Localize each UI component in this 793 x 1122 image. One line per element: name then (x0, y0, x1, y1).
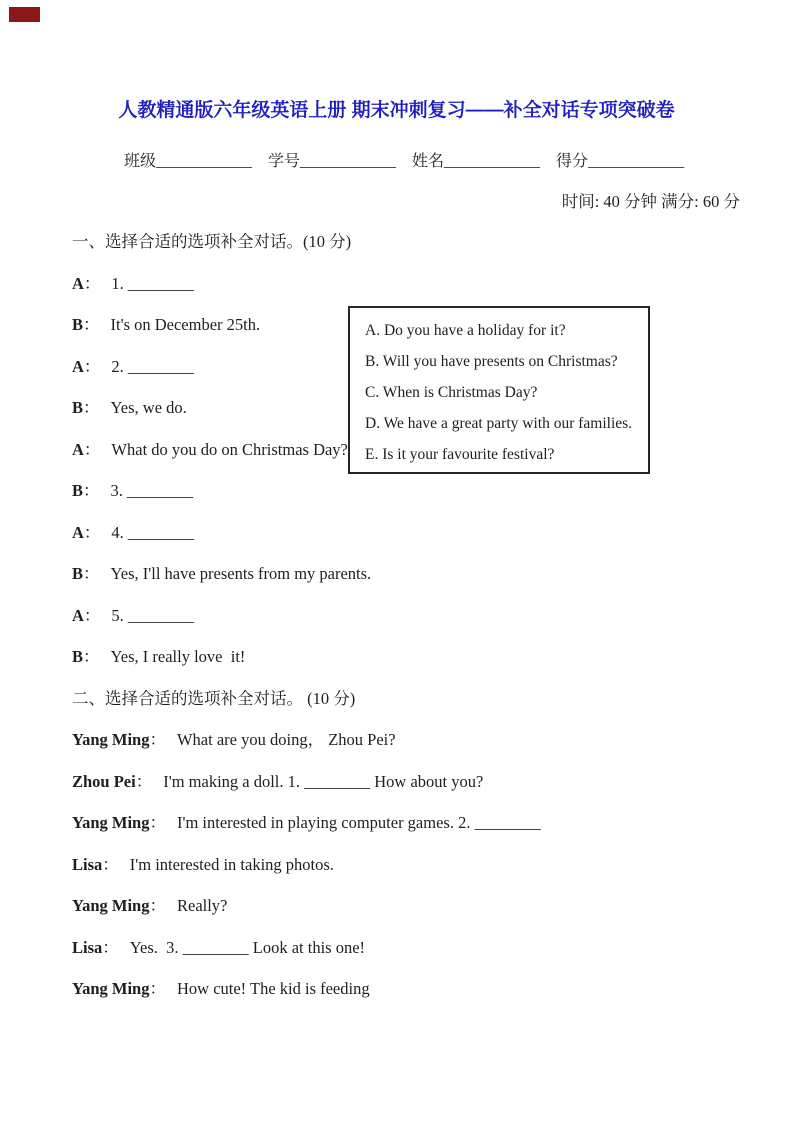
field-blank: ____________ (156, 153, 253, 170)
speaker-label: A (72, 356, 84, 376)
colon-separator: ： (83, 481, 100, 500)
field-class (124, 152, 252, 172)
exam-meta: 时间: 40 分钟 满分: 60 分 (561, 192, 740, 211)
dialog-text: 3. ________ (110, 481, 194, 500)
colon-separator: ： (83, 398, 100, 417)
colon-separator: ： (83, 564, 100, 583)
student-info-row (124, 152, 721, 172)
field-student-number (268, 152, 396, 172)
colon-separator: ： (83, 647, 100, 666)
section2-heading: 二、选择合适的选项补全对话。 (10 分) (72, 688, 356, 708)
speaker-label: Yang Ming (72, 979, 150, 998)
dialog-line (72, 813, 721, 833)
colon-separator: ： (149, 979, 166, 998)
colon-separator: ： (102, 937, 119, 957)
dialog-line (72, 979, 721, 999)
speaker-label: A (72, 522, 84, 542)
field-name (412, 152, 540, 172)
speaker-label: Lisa (72, 854, 103, 874)
dialog-line (72, 938, 721, 958)
option-item-d: D. We have a great party with our families. (365, 415, 633, 432)
speaker-label: B (72, 398, 84, 417)
speaker-label: B (72, 481, 84, 500)
dialog-line (72, 564, 721, 584)
colon-separator: ： (149, 730, 166, 749)
field-label: 姓名 (412, 153, 445, 170)
dialog-line (72, 772, 721, 792)
field-label: 班级 (124, 153, 157, 170)
field-blank: ____________ (444, 153, 541, 170)
options-box (348, 306, 650, 474)
dialog-text: It's on December 25th. (110, 315, 261, 334)
dialog-text: I'm making a doll. 1. ________ How about you? (163, 771, 484, 791)
speaker-label: B (72, 564, 84, 583)
dialog-text: What do you do on Christmas Day? (111, 439, 348, 459)
dialog-text: Yes. 3. ________ Look at this one! (129, 937, 366, 957)
dialog-text: 1. ________ (111, 273, 194, 293)
dialog-text: How cute! The kid is feeding (176, 979, 370, 998)
speaker-label: Yang Ming (72, 730, 150, 749)
dialog-text: I'm interested in taking photos. (129, 854, 334, 874)
colon-separator: ： (149, 813, 166, 832)
colon-separator: ： (149, 896, 166, 915)
dialog-text: Yes, we do. (110, 398, 187, 417)
dialog-line (72, 606, 721, 626)
speaker-label: A (72, 439, 84, 459)
colon-separator: ： (83, 605, 101, 625)
dialog-text: Yes, I'll have presents from my parents. (110, 564, 372, 583)
dialog-line (72, 647, 721, 667)
colon-separator: ： (83, 522, 101, 542)
dialog-text: 5. ________ (111, 605, 194, 625)
dialog-text: I'm interested in playing computer games. 2. ________ (176, 813, 541, 832)
field-label: 学号 (268, 153, 301, 170)
dialog-text: 2. ________ (111, 356, 194, 376)
field-blank: ____________ (300, 153, 397, 170)
speaker-label: Lisa (72, 937, 103, 957)
colon-separator: ： (83, 273, 101, 293)
dialog-line (72, 896, 721, 916)
colon-separator: ： (135, 771, 153, 791)
colon-separator: ： (83, 439, 101, 459)
option-item-e: E. Is it your favourite festival? (365, 446, 555, 463)
speaker-label: A (72, 605, 84, 625)
speaker-label: Yang Ming (72, 896, 150, 915)
corner-watermark (9, 7, 40, 22)
dialog-line (72, 523, 721, 543)
field-score (556, 152, 684, 172)
dialog-line (72, 274, 721, 294)
speaker-label: Yang Ming (72, 813, 150, 832)
speaker-label: A (72, 273, 84, 293)
speaker-label: Zhou Pei (72, 771, 136, 791)
page-title: 人教精通版六年级英语上册 期末冲刺复习——补全对话专项突破卷 (118, 100, 675, 121)
colon-separator: ： (102, 854, 119, 874)
dialog-line (72, 730, 721, 750)
option-item-c: C. When is Christmas Day? (365, 384, 538, 401)
dialog-text: Really? (176, 896, 228, 915)
option-item-b: B. Will you have presents on Christmas? (365, 353, 618, 370)
field-label: 得分 (556, 153, 589, 170)
speaker-label: B (72, 315, 84, 334)
dialog-line (72, 855, 721, 875)
colon-separator: ： (83, 315, 100, 334)
colon-separator: ： (83, 356, 101, 376)
field-blank: ____________ (588, 153, 685, 170)
page-content (72, 100, 740, 1021)
dialog-text: Yes, I really love it! (110, 647, 246, 666)
dialog-text: What are you doing， Zhou Pei? (176, 730, 396, 749)
dialog-line (72, 481, 721, 501)
speaker-label: B (72, 647, 84, 666)
option-item-a: A. Do you have a holiday for it? (365, 322, 566, 339)
dialog-text: 4. ________ (111, 522, 194, 542)
section1-heading: 一、选择合适的选项补全对话。(10 分) (72, 232, 352, 251)
